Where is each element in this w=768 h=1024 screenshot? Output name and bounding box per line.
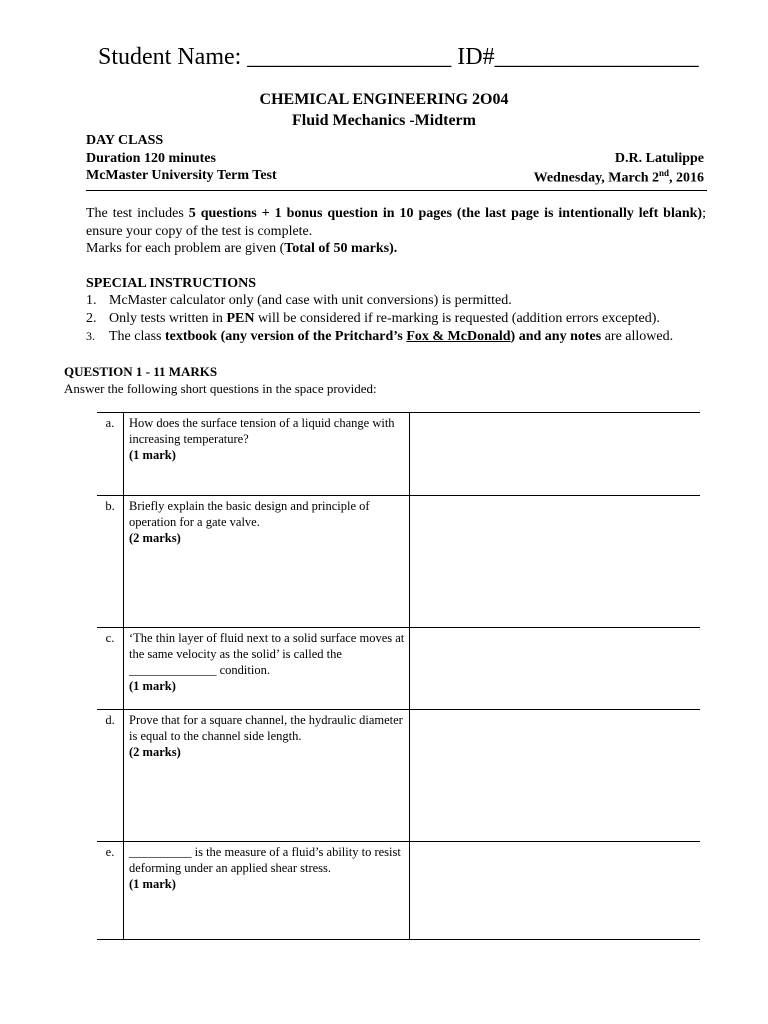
question-1-title: QUESTION 1 - 11 MARKS	[64, 364, 218, 379]
instruction-3: 3. The class textbook (any version of the Pritchard’s Fox & McDonald) and any notes are allowed.	[86, 329, 674, 344]
table-row	[97, 413, 700, 496]
item-letter: e.	[97, 842, 124, 940]
item-letter: d.	[97, 710, 124, 842]
day-class-label: DAY CLASS	[86, 133, 164, 148]
answer-space[interactable]	[410, 842, 701, 940]
item-question: __________ is the measure of a fluid’s ability to resist deforming under an applied shear stress. (1 mark)	[124, 842, 410, 940]
exam-date: Wednesday, March 2nd, 2016	[533, 168, 704, 186]
table-row	[97, 710, 700, 842]
item-question: Prove that for a square channel, the hydraulic diameter is equal to the channel side length. (2 marks)	[124, 710, 410, 842]
instruction-1: 1. McMaster calculator only (and case with unit conversions) is permitted.	[86, 293, 512, 308]
header-divider	[86, 190, 707, 191]
intro-paragraph-2: Marks for each problem are given (Total of 50 marks).	[86, 241, 398, 256]
item-question: Briefly explain the basic design and principle of operation for a gate valve. (2 marks)	[124, 496, 410, 628]
question-1-subtitle: Answer the following short questions in the space provided:	[64, 381, 377, 396]
answer-space[interactable]	[410, 710, 701, 842]
special-instructions-heading: SPECIAL INSTRUCTIONS	[86, 276, 256, 291]
answer-space[interactable]	[410, 628, 701, 710]
duration-label: Duration 120 minutes	[86, 151, 216, 166]
intro-paragraph-1: The test includes 5 questions + 1 bonus question in 10 pages (the last page is intentionally left blank); ensure your copy of the test is complete.	[86, 206, 706, 239]
item-letter: a.	[97, 413, 124, 496]
question-1-table	[97, 412, 700, 940]
table-row	[97, 842, 700, 940]
course-title: CHEMICAL ENGINEERING 2O04	[259, 91, 509, 108]
item-letter: c.	[97, 628, 124, 710]
table-row	[97, 628, 700, 710]
student-name-id-line: Student Name: _________________ ID#_________________	[98, 44, 699, 70]
item-question: ‘The thin layer of fluid next to a solid surface moves at the same velocity as the solid’ is called the ______________ condition. (1 mark)	[124, 628, 410, 710]
answer-space[interactable]	[410, 496, 701, 628]
answer-space[interactable]	[410, 413, 701, 496]
item-question: How does the surface tension of a liquid change with increasing temperature? (1 mark)	[124, 413, 410, 496]
item-letter: b.	[97, 496, 124, 628]
test-type-label: McMaster University Term Test	[86, 168, 277, 183]
table-row	[97, 496, 700, 628]
exam-subtitle: Fluid Mechanics -Midterm	[292, 112, 476, 129]
instruction-2: 2. Only tests written in PEN will be considered if re-marking is requested (addition errors excepted).	[86, 311, 660, 326]
instructor-name: D.R. Latulippe	[614, 151, 704, 166]
